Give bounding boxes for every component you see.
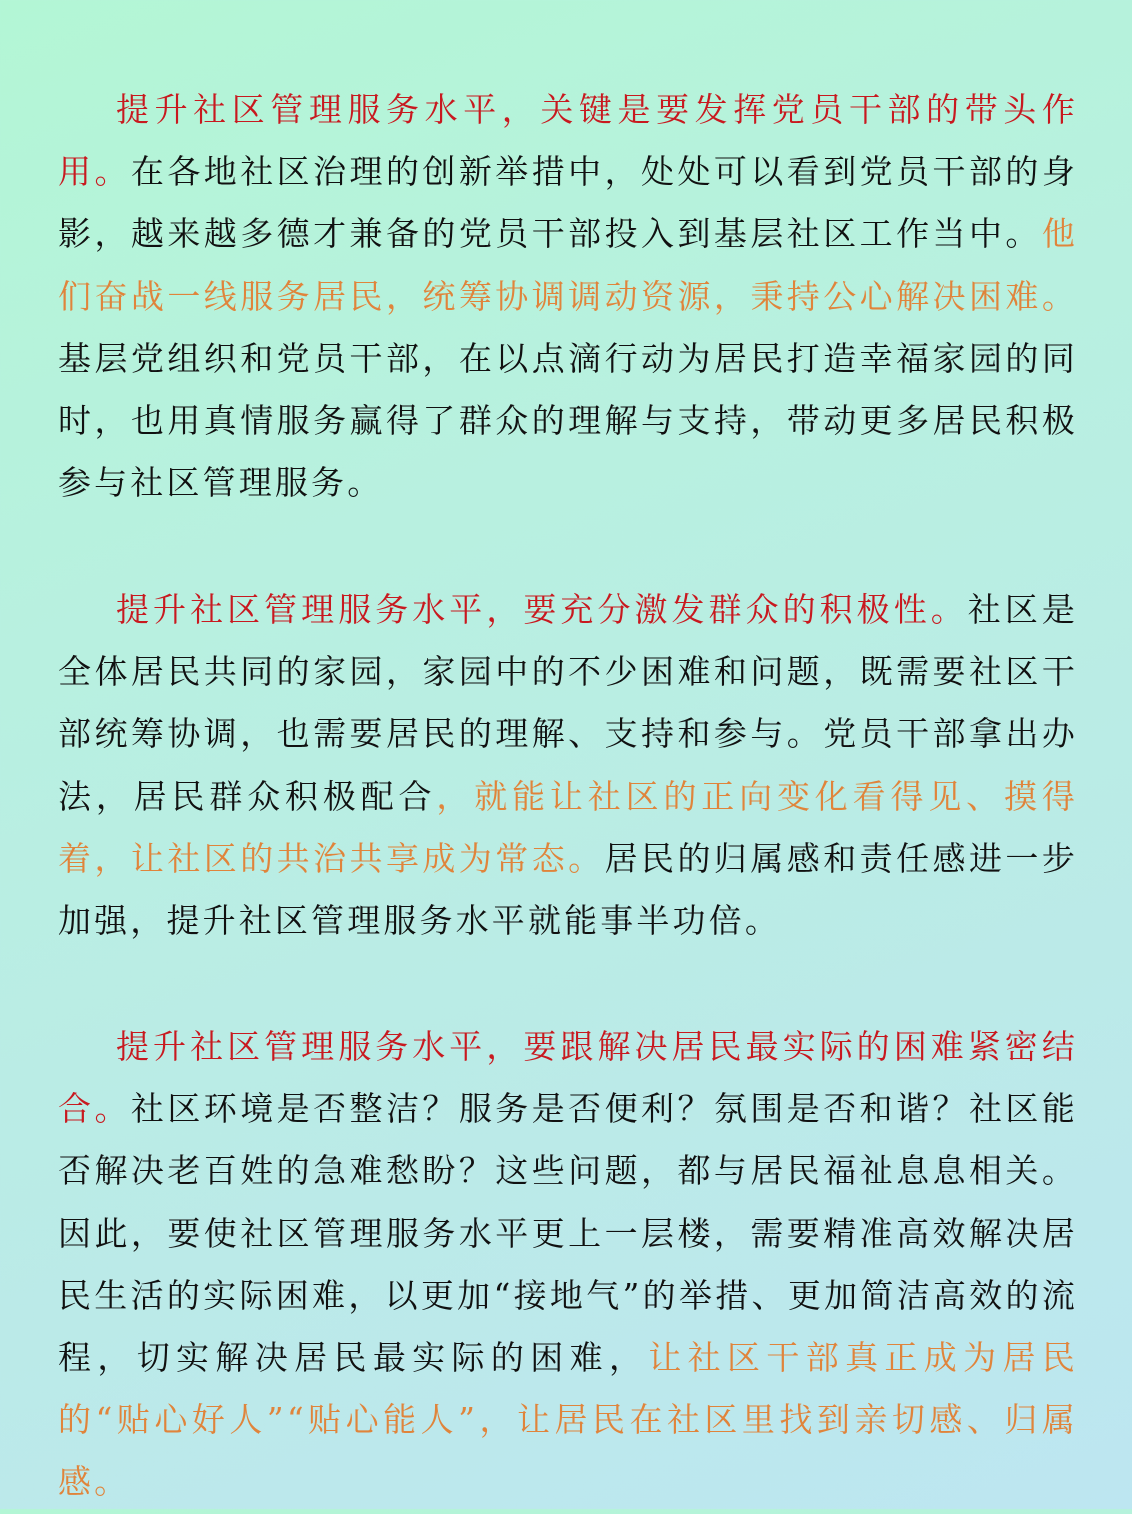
highlight-text: 他们奋战一线服务居民，统筹协调调动资源，秉持公心解决困难。: [58, 214, 1078, 316]
highlight-text: ，就能让社区的正向变化看得见、摸得着，让社区的共治共享成为常态。: [58, 776, 1078, 878]
heading-sentence: 提升社区管理服务水平，要跟解决居民最实际的困难紧密结合。: [58, 1027, 1078, 1129]
heading-sentence: 提升社区管理服务水平，关键是要发挥党员干部的带头作用。: [58, 90, 1078, 192]
body-text: 居民的归属感和责任感进一步加强，提升社区管理服务水平就能事半功倍。: [58, 838, 1079, 941]
paragraph-engagement: [58, 579, 1078, 952]
paragraph-leadership: [58, 79, 1078, 514]
body-text: 基层党组织和党员干部，在以点滴行动为居民打造幸福家园的同时，也用真情服务赢得了群众的理解与支持，带动更多居民积极参与社区管理服务。: [58, 338, 1078, 503]
body-text: 在各地社区治理的创新举措中，处处可以看到党员干部的身影，越来越多德才兼备的党员干部投入到基层社区工作当中。: [58, 152, 1078, 254]
body-text: 社区环境是否整洁？服务是否便利？氛围是否和谐？社区能否解决老百姓的急难愁盼？这些问题，都与居民福祉息息相关。因此，要使社区管理服务水平更上一层楼，需要精准高效解决居民生活的实际困难，以更加“接地气”的举措、更加简洁高效的流程，切实解决居民最实际的困难，: [58, 1089, 1078, 1378]
heading-sentence: 提升社区管理服务水平，要充分激发群众的积极性。: [116, 590, 968, 629]
body-text: 社区是全体居民共同的家园，家园中的不少困难和问题，既需要社区干部统筹协调，也需要居民的理解、支持和参与。党员干部拿出办法，居民群众积极配合: [58, 590, 1078, 816]
paragraph-practical-difficulties: [58, 1016, 1078, 1514]
highlight-text: 让社区干部真正成为居民的“贴心好人”“贴心能人”，让居民在社区里找到亲切感、归属感。: [58, 1338, 1079, 1502]
